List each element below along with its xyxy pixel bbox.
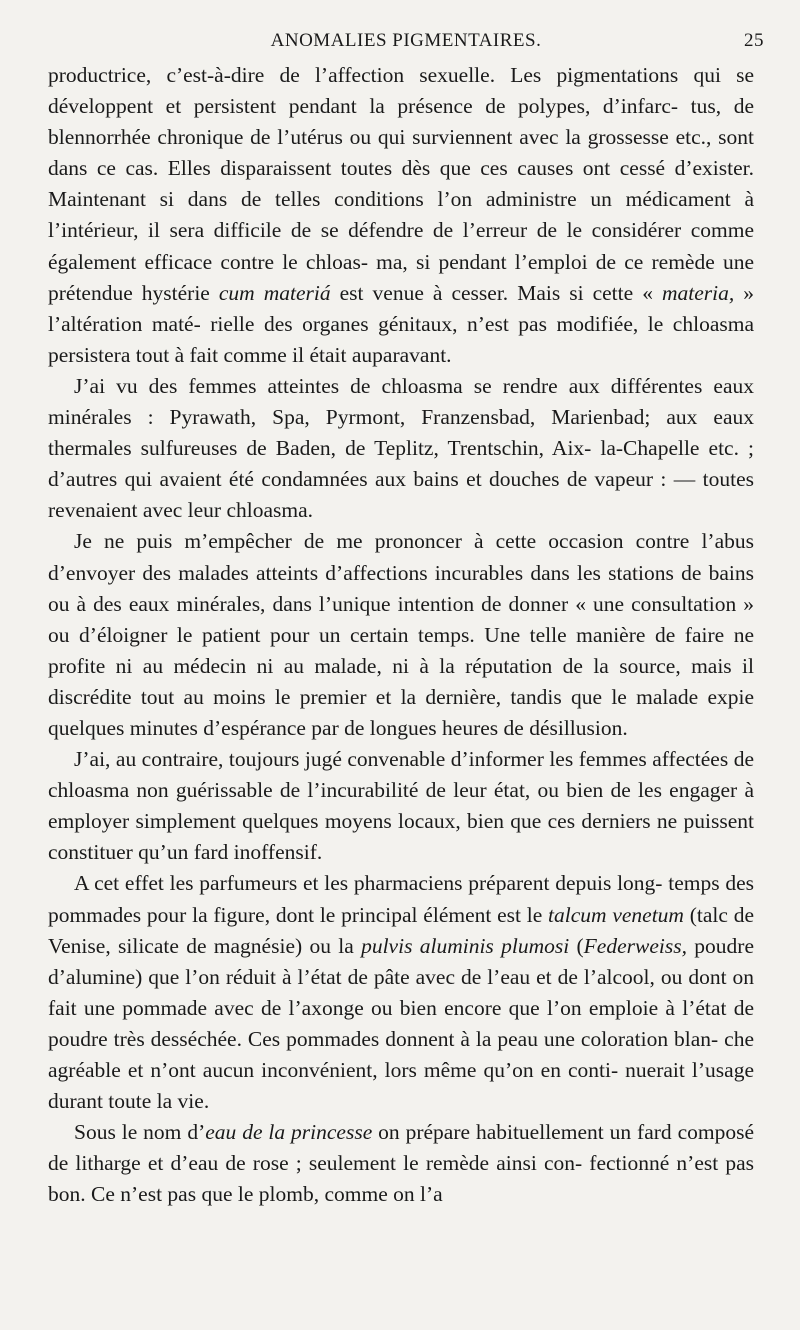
text-segment: (talc de Venise, silicate de magnésie) ou la (48, 902, 754, 958)
text-segment: productrice, c’est-à-dire de l’affection sexuelle. Les pigmentations qui se développent et persistent pendant la présence de polypes, d’infarc- tus, de blennorrhée chronique de l’utérus ou qui surviennent avec la grossesse etc., sont dans ce cas. Elles disparaissent toutes dès que ces causes ont cessé d’exister. Maintenant si dans de telles conditions l’on administre un médicament à l’intérieur, il sera difficile de se défendre de l’erreur de le considérer comme également efficace contre le chloas- ma, si pendant l’emploi de ce remède une prétendue hystérie (48, 63, 754, 305)
paragraph (48, 526, 754, 744)
italic-segment: cum materiá (218, 280, 331, 305)
text-segment: Je ne puis m’empêcher de me prononcer à cette occasion contre l’abus d’envoyer des malades atteints d’affections incurables dans les stations de bains ou à des eaux minérales, dans l’unique intention de donner « une consultation » ou d’éloigner le patient pour un certain temps. Une telle manière de faire ne profite ni au médecin ni au malade, ni à la réputation de la source, mais il discrédite tout au moins le premier et la dernière, tandis que le malade expie quelques minutes d’espérance par de longues heures de désillusion. (48, 529, 754, 740)
text-segment: on prépare habituellement un fard composé de litharge et d’eau de rose ; seulement le remède ainsi con- fectionné n’est pas bon. Ce n’est pas que le plomb, comme on l’a (48, 1120, 754, 1207)
text-segment: est venue à cesser. Mais si cette « (330, 280, 662, 305)
italic-segment: materia, (661, 280, 735, 305)
text-segment: A cet effet les parfumeurs et les pharmaciens préparent depuis long- temps des pommades pour la figure, dont le principal élément est le (48, 871, 754, 927)
paragraph (48, 371, 754, 526)
text-segment: » l’altération maté- rielle des organes génitaux, n’est pas modifiée, le chloasma persistera tout à fait comme il était auparavant. (48, 280, 755, 367)
italic-segment: Federweiss, (583, 933, 687, 958)
paragraph (48, 868, 754, 1117)
running-header (48, 30, 764, 56)
paragraph (48, 60, 754, 371)
text-segment: Sous le nom d’ (74, 1120, 206, 1145)
text-segment: poudre d’alumine) que l’on réduit à l’état de pâte avec de l’eau et de l’alcool, ou dont on fait une pommade avec de l’axonge ou bien encore que l’on emploie à l’état de poudre très desséchée. Ces pommades donnent à la peau une coloration blan- che agréable et n’ont aucun inconvénient, lors même qu’on en conti- nuerait l’usage durant toute la vie. (48, 933, 754, 1114)
italic-segment: eau de la princesse (205, 1120, 373, 1145)
body-text (48, 60, 754, 1210)
page-number: 25 (744, 30, 764, 51)
paragraph (48, 1117, 754, 1210)
text-segment: J’ai, au contraire, toujours jugé convenable d’informer les femmes affectées de chloasma non guérissable de l’incurabilité de leur état, ou bien de les engager à employer simplement quelques moyens locaux, bien que ces derniers ne puissent constituer qu’un fard inoffensif. (48, 747, 754, 865)
italic-segment: talcum venetum (548, 902, 684, 927)
running-title: ANOMALIES PIGMENTAIRES. (270, 30, 542, 51)
paragraph (48, 744, 754, 868)
text-segment: J’ai vu des femmes atteintes de chloasma se rendre aux différentes eaux minérales : Pyrawath, Spa, Pyrmont, Franzensbad, Marienbad; aux eaux thermales sulfureuses de Baden, de Teplitz, Trentschin, Aix- la-Chapelle etc. ; d’autres qui avaient été condamnées aux bains et douches de vapeur : — toutes revenaient avec leur chloasma. (48, 373, 754, 523)
text-segment: ( (569, 933, 584, 958)
italic-segment: pulvis aluminis plumosi (361, 933, 570, 958)
